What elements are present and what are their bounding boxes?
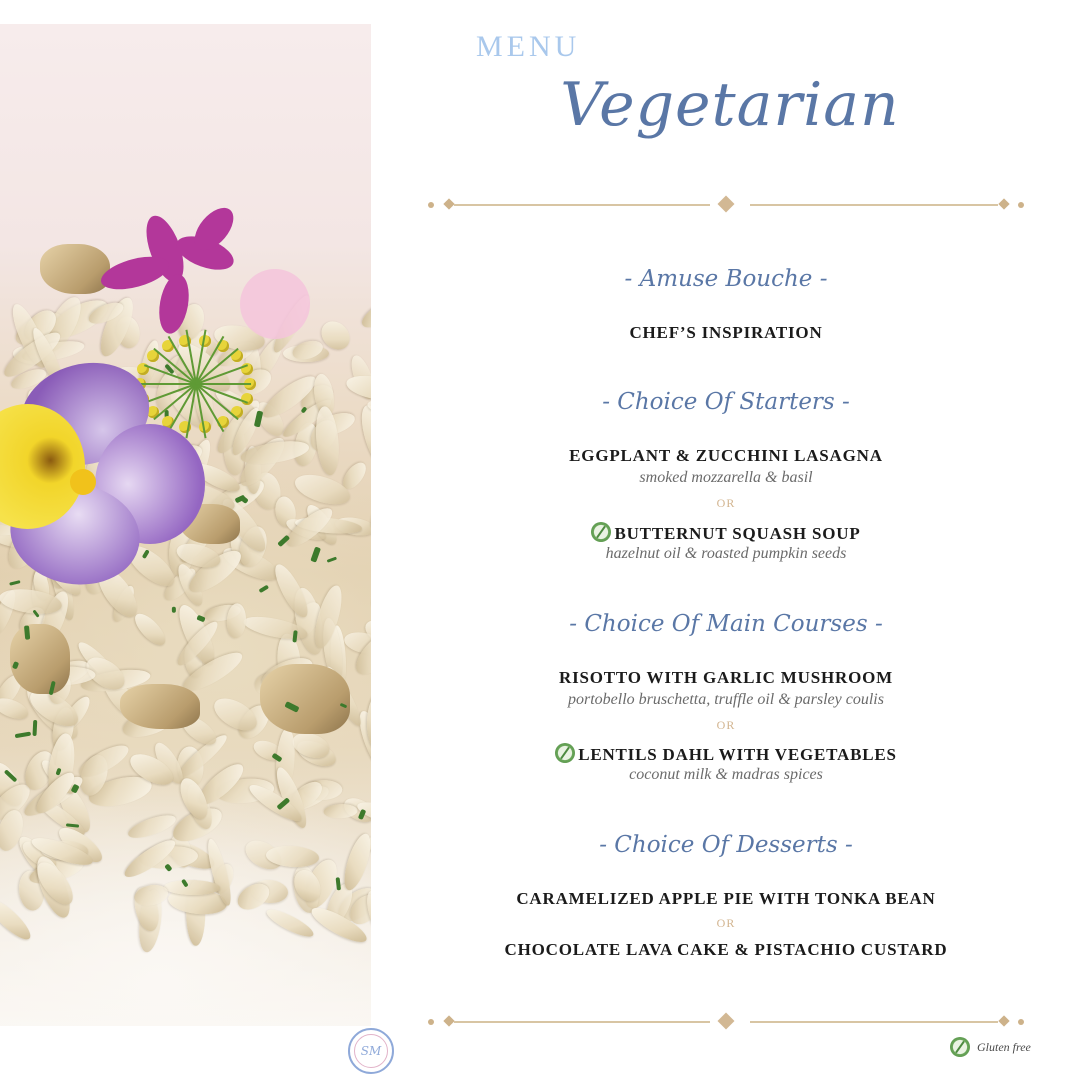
gluten-free-icon [555,743,575,763]
dish-eggplant-lasagna: EGGPLANT & ZUCCHINI LASAGNA [569,446,883,465]
section-title-starters: - Choice Of Starters - [602,389,850,415]
bottom-divider [428,1015,1024,1029]
legend-label: Gluten free [977,1039,1031,1054]
gluten-free-icon [591,522,611,542]
gluten-free-icon [950,1037,970,1057]
dish-butternut-squash-soup-description: hazelnut oil & roasted pumpkin seeds [605,545,847,562]
brand-logo [348,1028,394,1074]
dish-chocolate-lava-cake: CHOCOLATE LAVA CAKE & PISTACHIO CUSTARD [504,940,948,959]
risotto-photo [0,24,371,1026]
dish-chefs-inspiration: CHEF’S INSPIRATION [629,323,823,342]
section-title-desserts: - Choice Of Desserts - [599,832,853,858]
menu-label: MENU [476,30,581,63]
separator-or: OR [716,718,736,732]
separator-or: OR [716,496,736,510]
separator-or: OR [716,916,736,930]
logo-monogram: SM [360,1044,382,1058]
top-divider [428,198,1024,212]
menu-title: Vegetarian [560,70,900,140]
dish-eggplant-lasagna-description: smoked mozzarella & basil [639,469,813,486]
dish-risotto-description: portobello bruschetta, truffle oil & parsley coulis [568,691,884,708]
section-title-amuse-bouche: - Amuse Bouche - [624,266,828,292]
dish-risotto: RISOTTO WITH GARLIC MUSHROOM [559,668,893,687]
dish-apple-pie: CARAMELIZED APPLE PIE WITH TONKA BEAN [516,889,936,908]
dish-butternut-squash-soup [420,522,1032,544]
dish-lentils-dahl-description: coconut milk & madras spices [629,766,823,783]
dish-lentils-dahl [420,743,1032,765]
section-title-main-courses: - Choice Of Main Courses - [569,611,883,637]
gluten-free-legend [950,1037,1031,1057]
dish-lentils-dahl-name: LENTILS DAHL WITH VEGETABLES [578,745,897,764]
dish-butternut-squash-soup-name: BUTTERNUT SQUASH SOUP [614,524,861,543]
